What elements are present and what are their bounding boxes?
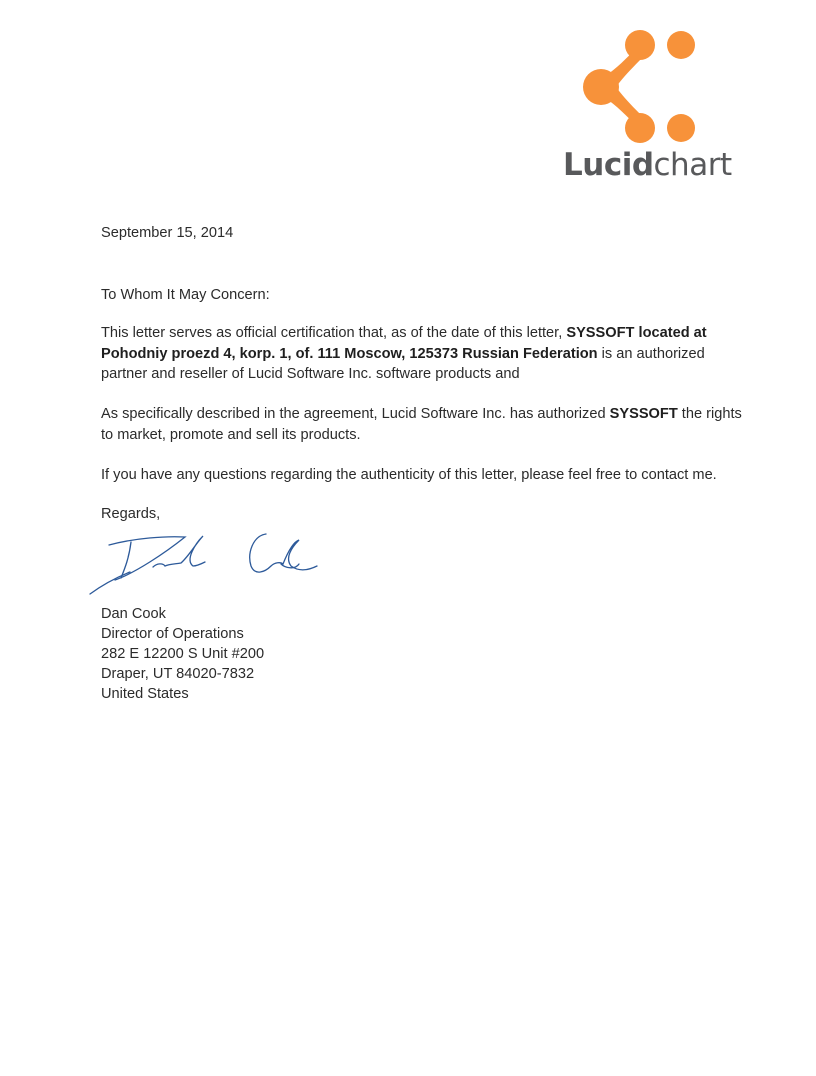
signer-country: United States <box>101 686 189 702</box>
signer-title: Director of Operations <box>101 626 244 642</box>
para2-company: SYSSOFT <box>609 406 678 422</box>
wordmark-bold: Lucid <box>563 147 654 183</box>
para2-text-1: As specifically described in the agreement, Lucid Software Inc. has authorized <box>101 406 610 422</box>
wordmark-light: chart <box>653 147 732 183</box>
signature <box>85 528 325 608</box>
para1-company-address: SYSSOFT located at Pohodniy proezd 4, korp. 1, of. 111 Moscow, 125373 Russian Federation <box>101 325 707 362</box>
para1-text-2: is an authorized partner and reseller of Lucid Software Inc. software products and <box>101 345 705 382</box>
salutation: To Whom It May Concern: <box>101 287 270 303</box>
paragraph-contact: If you have any questions regarding the authenticity of this letter, please feel free to contact me. <box>101 467 717 483</box>
signer-block <box>101 604 264 704</box>
lucidchart-logo <box>560 24 730 189</box>
paragraph-authorization <box>101 404 751 445</box>
signature-icon <box>85 528 325 603</box>
para1-text-1: This letter serves as official certification that, as of the date of this letter, <box>101 325 567 341</box>
signer-address-line2: Draper, UT 84020-7832 <box>101 666 255 682</box>
para2-text-2: the rights to market, promote and sell its products. <box>101 406 742 443</box>
lucidchart-wordmark <box>563 147 732 183</box>
letter-date: September 15, 2014 <box>101 225 234 241</box>
closing: Regards, <box>101 506 161 522</box>
signer-address-line1: 282 E 12200 S Unit #200 <box>101 646 265 662</box>
signer-name: Dan Cook <box>101 606 166 622</box>
paragraph-certification <box>101 323 751 385</box>
lucidchart-logo-icon <box>560 24 730 149</box>
